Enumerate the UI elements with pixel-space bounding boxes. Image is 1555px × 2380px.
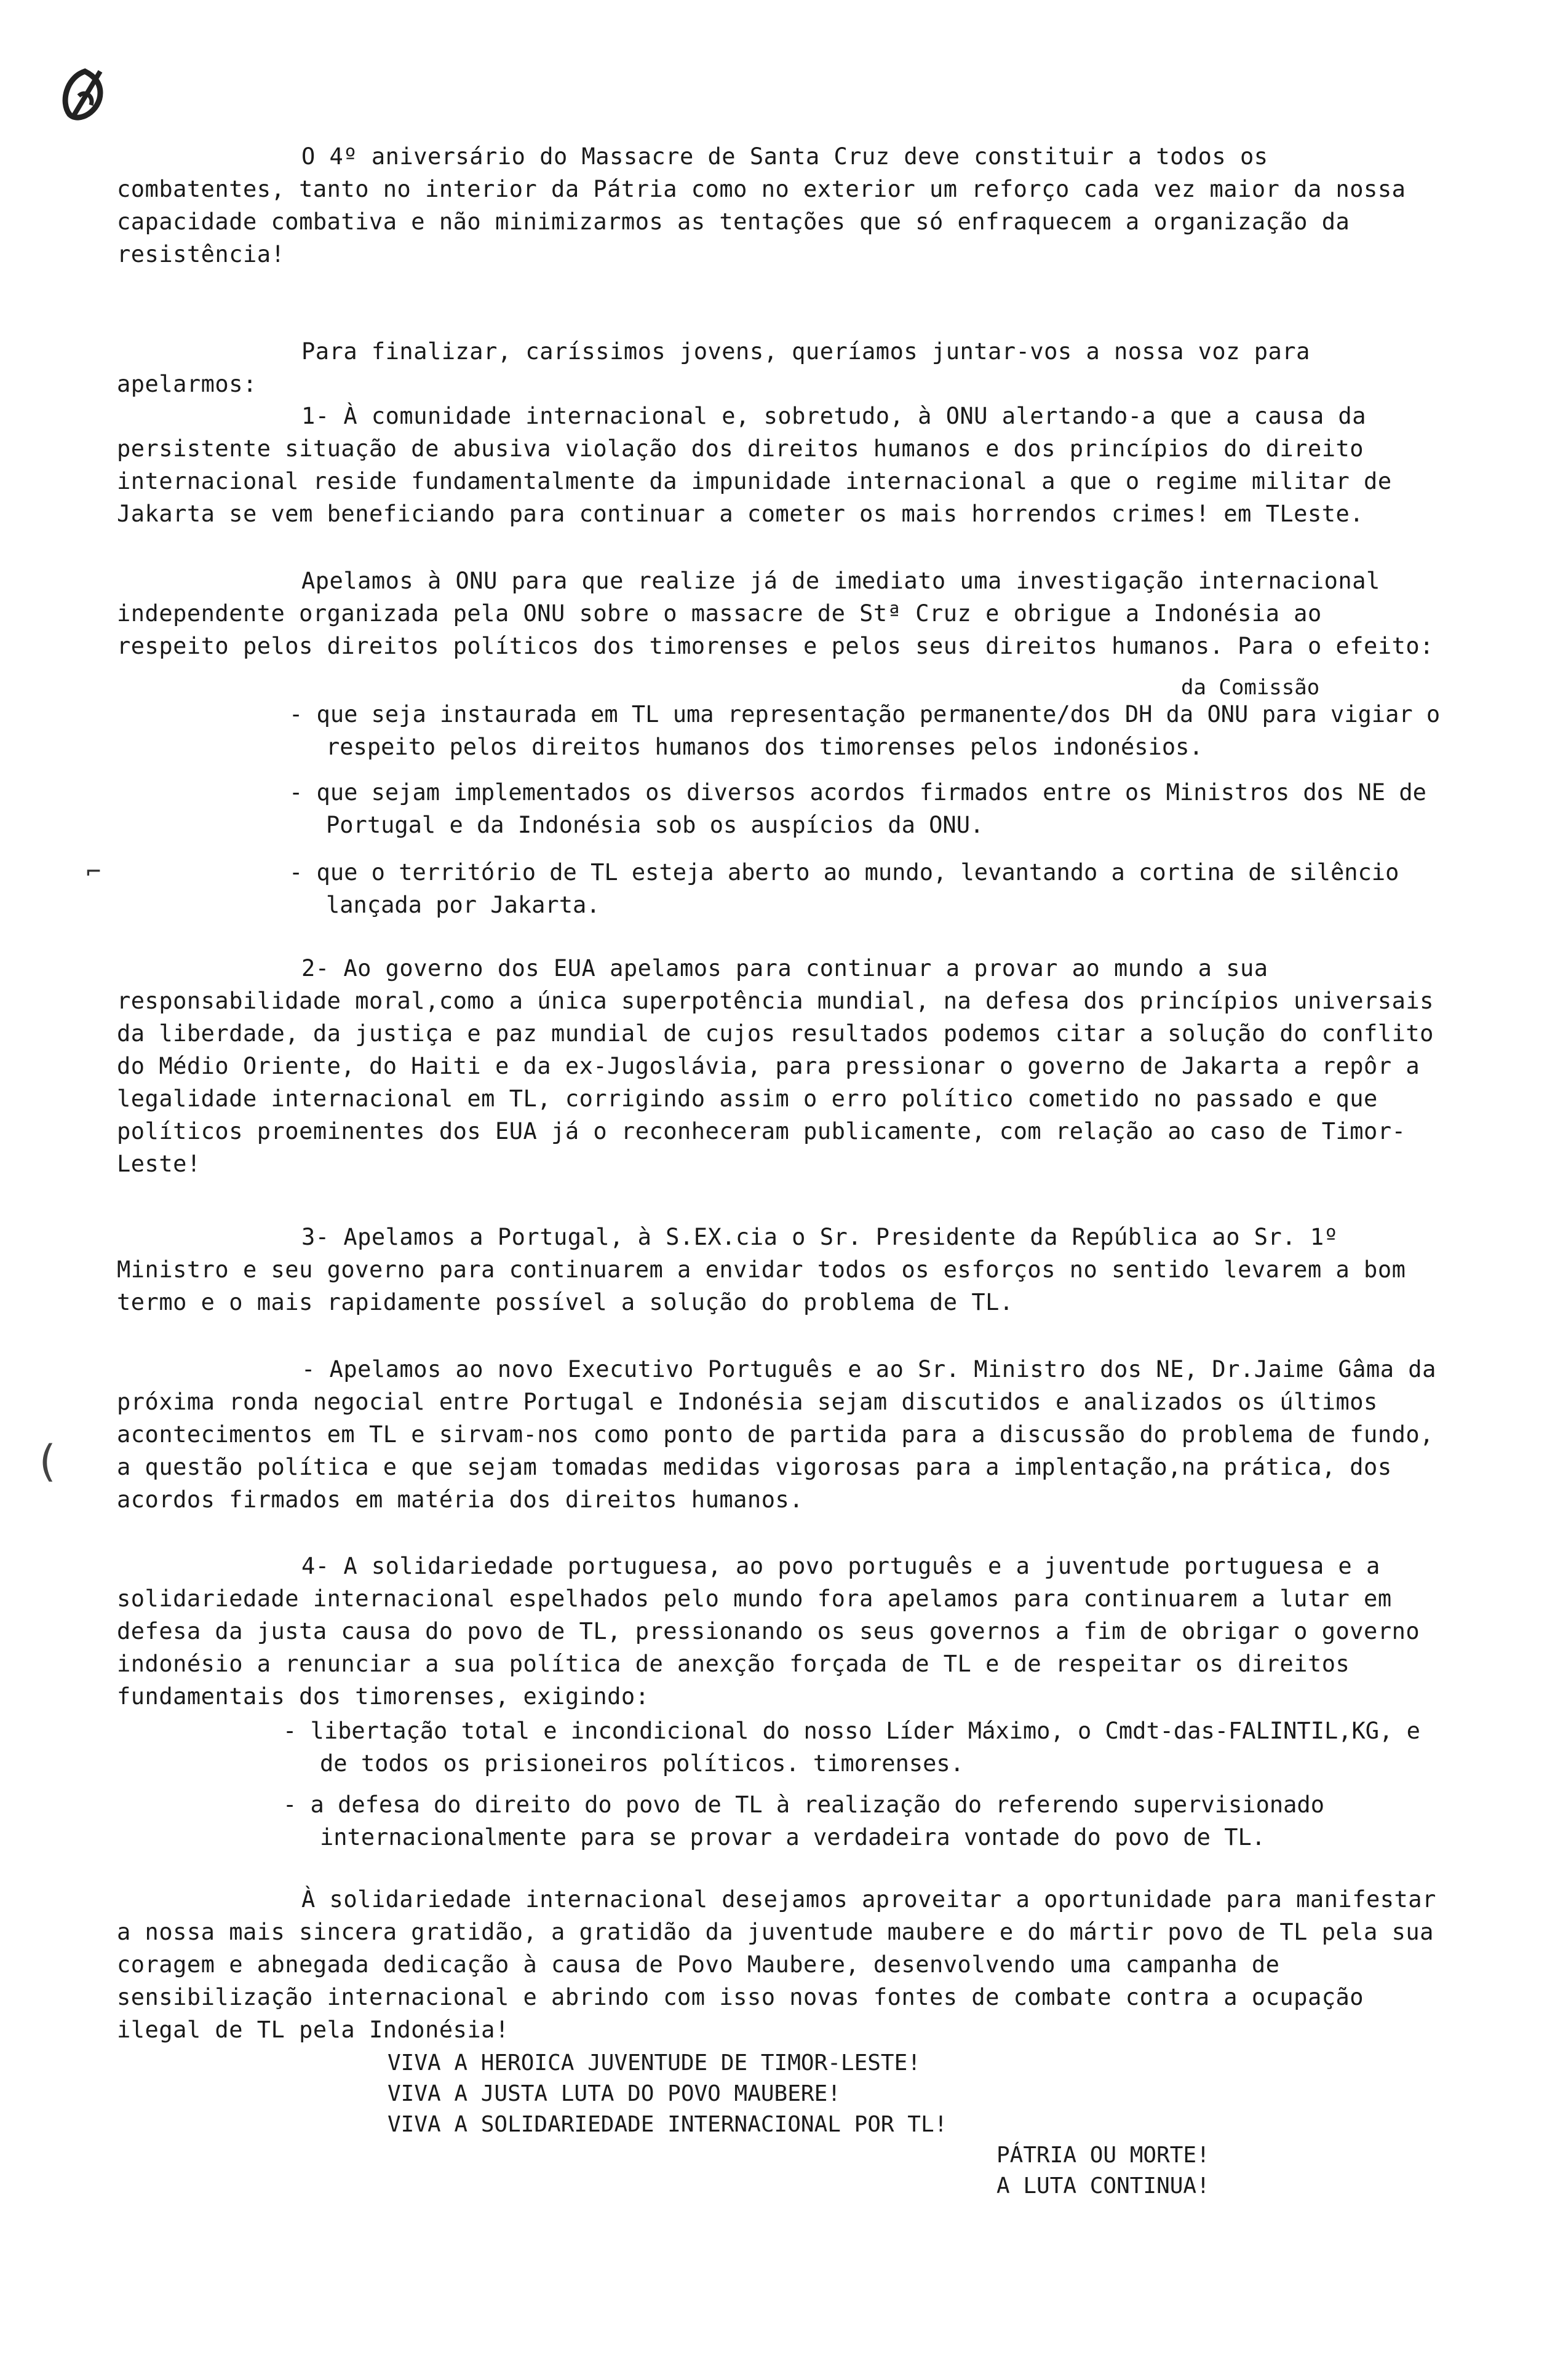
closing-line-1: VIVA A HEROICA JUVENTUDE DE TIMOR-LESTE!	[388, 2050, 921, 2076]
closing-line-2: VIVA A JUSTA LUTA DO POVO MAUBERE!	[388, 2081, 841, 2106]
bullet-agreements: - que sejam implementados os diversos acordos firmados entre os Ministros dos NE de Portugal e da Indonésia sob os auspícios da ONU.	[289, 779, 1441, 838]
paragraph-appeal-1: 1- À comunidade internacional e, sobretudo, à ONU alertando-a que a causa da persistente situação de abusiva violação dos direitos humanos e dos princípios do direito internacional reside fundamentalmente da impunidade internacional a que o regime militar de Jakarta se vem beneficiando para continuar a cometer os mais horrendos crimes! em TLeste.	[117, 403, 1406, 527]
paragraph-appeal-intro: Para finalizar, caríssimos jovens, queríamos juntar-vos a nossa voz para apelarmos:	[117, 338, 1324, 397]
paragraph-appeal-3b: - Apelamos ao novo Executivo Português e ao Sr. Ministro dos NE, Dr.Jaime Gâma da próxima ronda negocial entre Portugal e Indonésia sejam discutidos e analizados os últimos acontecimentos em TL e sirvam-nos como ponto de partida para a discussão do problema de fundo, a questão política e que sejam tomadas medidas vigorosas para a implentação,na prática, dos acordos firmados em matéria dos direitos humanos.	[117, 1356, 1450, 1513]
closing-line-3: VIVA A SOLIDARIEDADE INTERNACIONAL POR TL!	[388, 2112, 948, 2137]
paragraph-intro: O 4º aniversário do Massacre de Santa Cruz deve constituir a todos os combatentes, tanto no interior da Pátria como no exterior um reforço cada vez maior da nossa capacidade combativa e não minimizarmos as tentações que só enfraquecem a organização da resistência!	[117, 143, 1420, 268]
bullet-referendum: - a defesa do direito do povo de TL à realização do referendo supervisionado internacionalmente para se provar a verdadeira vontade do povo de TL.	[283, 1791, 1338, 1850]
paragraph-gratitude: À solidariedade internacional desejamos aproveitar a oportunidade para manifestar a nossa mais sincera gratidão, a gratidão da juventude maubere e do mártir povo de TL pela sua coragem e abnegada dedicação à causa de Povo Maubere, desenvolvendo uma campanha de sensibilização internacional e abrindo com isso novas fontes de combate contra a ocupação ilegal de TL pela Indonésia!	[117, 1886, 1450, 2043]
insert-note: da Comissão	[1181, 675, 1320, 700]
scan-artifact-bracket-icon: (	[34, 1436, 60, 1486]
bullet-liberation: - libertação total e incondicional do nosso Líder Máximo, o Cmdt-das-FALINTIL,KG, e de todos os prisioneiros políticos. timorenses.	[283, 1718, 1434, 1777]
paragraph-appeal-4: 4- A solidariedade portuguesa, ao povo português e a juventude portuguesa e a solidariedade internacional espelhados pelo mundo fora apelamos para continuarem a lutar em defesa da justa causa do povo de TL, pressionando os seus governos a fim de obrigar o governo indonésio a renunciar a sua política de anexção forçada de TL e de respeitar os direitos fundamentais dos timorenses, exigindo:	[117, 1553, 1434, 1710]
scan-artifact-icon: ⌐	[86, 858, 101, 886]
sign-off-line-2: A LUTA CONTINUA!	[996, 2173, 1210, 2199]
bullet-open-territory: - que o território de TL esteja aberto ao mundo, levantando a cortina de silêncio lançada por Jakarta.	[289, 859, 1413, 918]
paragraph-appeal-1-onu: Apelamos à ONU para que realize já de imediato uma investigação internacional independente organizada pela ONU sobre o massacre de Stª Cruz e obrigue a Indonésia ao respeito pelos direitos políticos dos timorenses e pelos seus direitos humanos. Para o efeito:	[117, 568, 1434, 659]
sign-off-line-1: PÁTRIA OU MORTE!	[996, 2143, 1210, 2168]
paragraph-appeal-3: 3- Apelamos a Portugal, à S.EX.cia o Sr. Presidente da República ao Sr. 1º Ministro e seu governo para continuarem a envidar todos os esforços no sentido levarem a bom termo e o mais rapidamente possível a solução do problema de TL.	[117, 1224, 1420, 1315]
bullet-commission: - que seja instaurada em TL uma representação permanente/dos DH da ONU para vigiar o respeito pelos direitos humanos dos timorenses pelos indonésios.	[289, 701, 1454, 760]
handwritten-mark-icon	[48, 59, 122, 133]
paragraph-appeal-2: 2- Ao governo dos EUA apelamos para continuar a provar ao mundo a sua responsabilidade moral,como a única superpotência mundial, na defesa dos princípios universais da liberdade, da justiça e paz mundial de cujos resultados podemos citar a solução do conflito do Médio Oriente, do Haiti e da ex-Jugoslávia, para pressionar o governo de Jakarta a repôr a legalidade internacional em TL, corrigindo assim o erro político cometido no passado e que políticos proeminentes dos EUA já o reconheceram publicamente, com relação ao caso de Timor-Leste!	[117, 955, 1448, 1177]
